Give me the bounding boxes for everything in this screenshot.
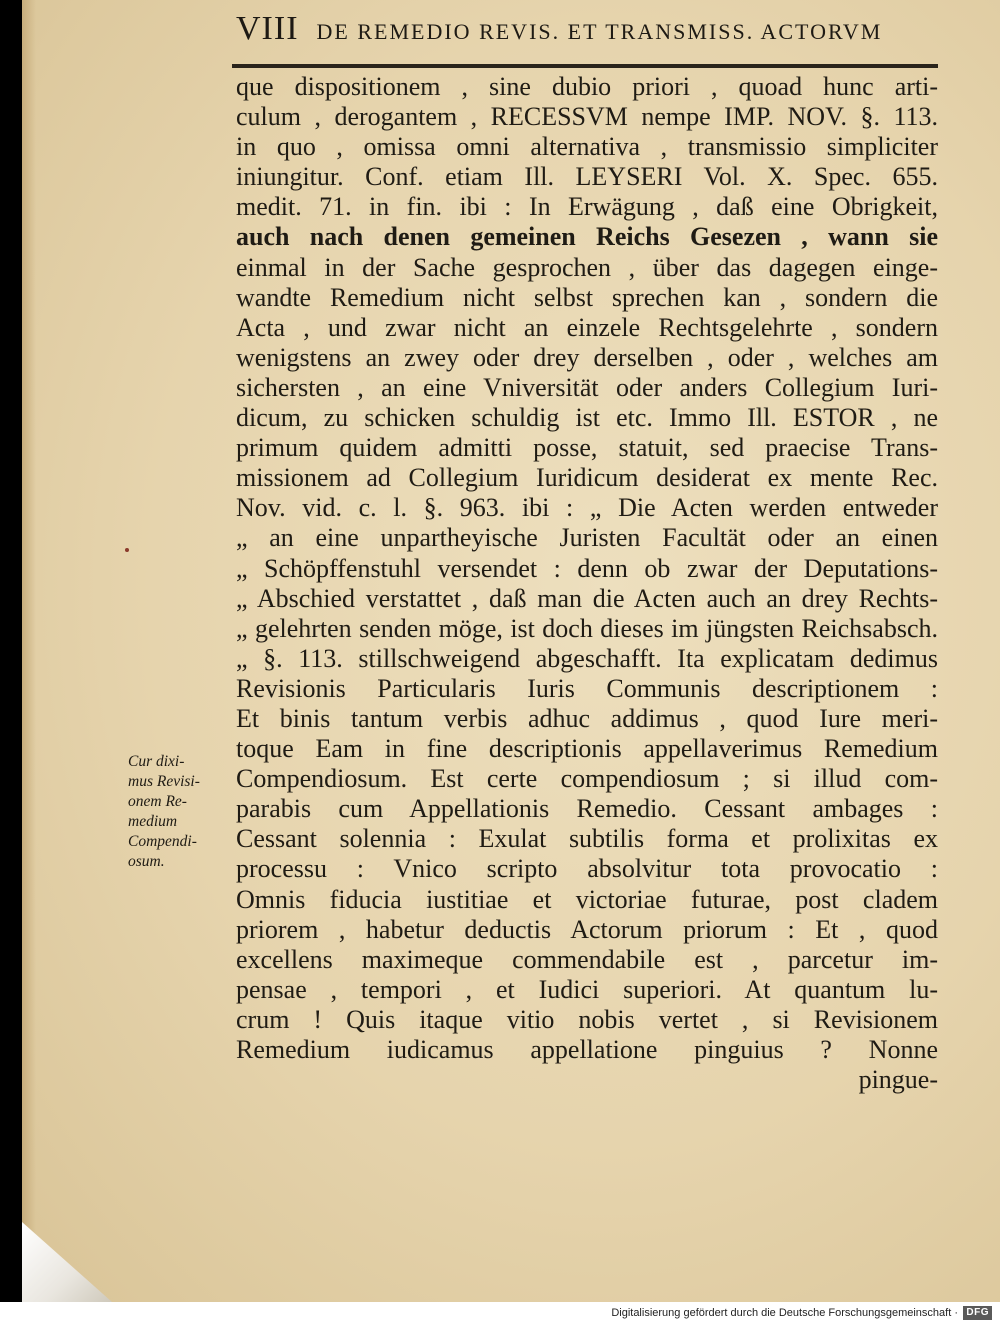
footer-bar xyxy=(0,1302,1000,1325)
margin-note-line: osum. xyxy=(128,853,165,870)
text-line: medit. 71. in fin. ibi : In Erwägung , daß eine Obrigkeit, xyxy=(236,192,938,222)
running-title: DE REMEDIO REVIS. ET TRANSMISS. ACTORVM xyxy=(316,19,883,44)
text-line: priorem , habetur deductis Actorum priorum : Et , quod xyxy=(236,914,938,944)
text-line: culum , derogantem , RECESSVM nempe IMP. NOV. §. 113. xyxy=(236,102,938,132)
text-line: Et binis tantum verbis adhuc addimus , quod Iure meri- xyxy=(236,703,938,733)
marginal-note xyxy=(128,752,232,872)
text-line: Revisionis Particularis Iuris Communis descriptionem : xyxy=(236,673,938,703)
catchword: pingue- xyxy=(858,1065,938,1095)
text-line: sichersten , an eine Vniversität oder anders Collegium Iuri- xyxy=(236,372,938,402)
text-line: Compendiosum. Est certe compendiosum ; si illud com- xyxy=(236,764,938,794)
text-line: „ Schöpffenstuhl versendet : denn ob zwar der Deputations- xyxy=(236,553,938,583)
margin-note-line: Compendi- xyxy=(128,833,197,850)
text-line: processu : Vnico scripto absolvitur tota provocatio : xyxy=(236,854,938,884)
text-line: iniungitur. Conf. etiam Ill. LEYSERI Vol. X. Spec. 655. xyxy=(236,162,938,192)
dfg-logo: DFG xyxy=(963,1306,992,1320)
page-number: VIII xyxy=(236,10,299,47)
text-line: einmal in der Sache gesprochen , über das dagegen einge- xyxy=(236,252,938,282)
text-line: Remedium iudicamus appellatione pinguius ? Nonne xyxy=(236,1035,938,1064)
text-line: wandte Remedium nicht selbst sprechen kan , sondern die xyxy=(236,282,938,312)
text-line: wenigstens an zwey oder drey derselben , oder , welches am xyxy=(236,342,938,372)
text-line: Nov. vid. c. l. §. 963. ibi : „ Die Acten werden entweder xyxy=(236,493,938,523)
ink-speck xyxy=(125,548,129,552)
text-line: pensae , tempori , et Iudici superiori. At quantum lu- xyxy=(236,974,938,1004)
text-line: crum ! Quis itaque vitio nobis vertet , si Revisionem xyxy=(236,1004,938,1034)
header-rule xyxy=(232,64,938,68)
text-line: excellens maximeque commendabile est , parcetur im- xyxy=(236,944,938,974)
text-line: in quo , omissa omni alternativa , transmissio simpliciter xyxy=(236,132,938,162)
text-line: primum quidem admitti posse, statuit, sed praecise Trans- xyxy=(236,433,938,463)
text-line: parabis cum Appellationis Remedio. Cessant ambages : xyxy=(236,794,938,824)
text-line: missionem ad Collegium Iuridicum desiderat ex mente Rec. xyxy=(236,463,938,493)
text-line: dicum, zu schicken schuldig ist etc. Immo Ill. ESTOR , ne xyxy=(236,403,938,433)
text-line: Cessant solennia : Exulat subtilis forma et prolixitas ex xyxy=(236,824,938,854)
page-binding-shadow xyxy=(22,0,36,1302)
text-line: „ §. 113. stillschweigend abgeschafft. Ita explicatam dedimus xyxy=(236,643,938,673)
body-text xyxy=(236,72,938,1095)
text-line: que dispositionem , sine dubio priori , quoad hunc arti- xyxy=(236,72,938,101)
funding-credit: Digitalisierung gefördert durch die Deutsche Forschungsgemeinschaft · xyxy=(611,1307,958,1319)
text-line: toque Eam in fine descriptionis appellaverimus Remedium xyxy=(236,734,938,764)
margin-note-line: mus Revisi- xyxy=(128,773,200,790)
margin-note-line: onem Re- xyxy=(128,793,187,810)
text-line: Acta , und zwar nicht an einzele Rechtsgelehrte , sondern xyxy=(236,312,938,342)
margin-note-line: Cur dixi- xyxy=(128,753,185,770)
text-line: „ gelehrten senden möge, ist doch dieses im jüngsten Reichsabsch. xyxy=(236,613,938,643)
text-line: „ an eine unpartheyische Juristen Facultät oder an einen xyxy=(236,523,938,553)
text-line: auch nach denen gemeinen Reichs Gesezen , wann sie xyxy=(236,222,938,252)
text-line: Omnis fiducia iustitiae et victoriae futurae, post cladem xyxy=(236,884,938,914)
margin-note-line: medium xyxy=(128,813,178,830)
page-header xyxy=(236,10,936,54)
text-line: „ Abschied verstattet , daß man die Acten auch an drey Rechts- xyxy=(236,583,938,613)
